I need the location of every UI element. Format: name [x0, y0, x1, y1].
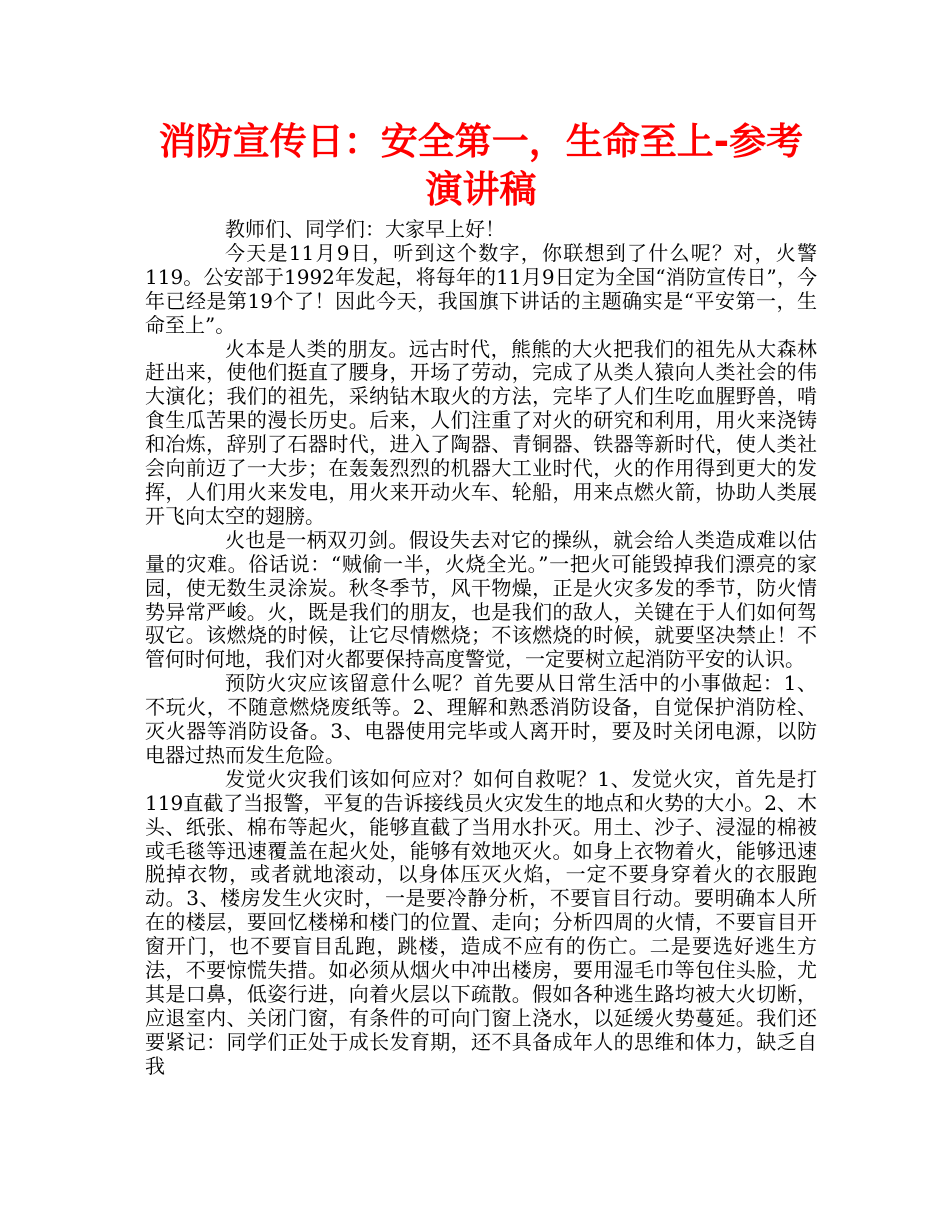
document-page: [145, 118, 817, 1079]
document-title: 消防宣传日：安全第一，生命至上-参考演讲稿: [158, 120, 804, 211]
paragraph-prevention: 预防火灾应该留意什么呢？首先要从日常生活中的小事做起：1、不玩火，不随意燃烧废纸等。2、理解和熟悉消防设备，自觉保护消防栓、灭火器等消防设备。3、电器使用完毕或人离开时，要及时关闭电源，以防电器过热而发生危险。: [145, 671, 817, 767]
paragraph-greeting: 教师们、同学们：大家早上好！: [225, 217, 505, 241]
paragraph-fire-double-edged: 火也是一柄双刃剑。假设失去对它的操纵，就会给人类造成难以估量的灾难。俗话说：“贼偷一半，火烧全光。”一把火可能毁掉我们漂亮的家园，使无数生灵涂炭。秋冬季节，风干物燥，正是火灾多发的季节，防火情势异常严峻。火，既是我们的朋友，也是我们的敌人，关键在于人们如何驾驭它。该燃烧的时候，让它尽情燃烧；不该燃烧的时候，就要坚决禁止！不管何时何地，我们对火都要保持高度警觉，一定要树立起消防平安的认识。: [145, 527, 817, 672]
paragraph-intro: 今天是11月9日，听到这个数字，你联想到了什么呢？对，火警119。公安部于1992年发起，将每年的11月9日定为全国“消防宣传日”，今年已经是第19个了！因此今天，我国旗下讲话的主题确实是“平安第一，生命至上”。: [145, 240, 817, 337]
document-body: [145, 218, 817, 1079]
paragraph-self-rescue: 发觉火灾我们该如何应对？如何自救呢？1、发觉火灾，首先是打119直截了当报警，平复的告诉接线员火灾发生的地点和火势的大小。2、木头、纸张、棉布等起火，能够直截了当用水扑灭。用土、沙子、浸湿的棉被或毛毯等迅速覆盖在起火处，能够有效地灭火。如身上衣物着火，能够迅速脱掉衣物，或者就地滚动，以身体压灭火焰，一定不要身穿着火的衣服跑动。3、楼房发生火灾时，一是要冷静分析，不要盲目行动。要明确本人所在的楼层，要回忆楼梯和楼门的位置、走向；分析四周的火情，不要盲目开窗开门，也不要盲目乱跑，跳楼，造成不应有的伤亡。二是要选好逃生方法，不要惊慌失措。如必须从烟火中冲出楼房，要用湿毛巾等包住头脸，尤其是口鼻，低姿行进，向着火层以下疏散。假如各种逃生路均被大火切断，应退室内、关闭门窗，有条件的可向门窗上浇水，以延缓火势蔓延。我们还要紧记：同学们正处于成长发育期，还不具备成年人的思维和体力，缺乏自我: [145, 766, 817, 1078]
paragraph-fire-friend: 火本是人类的朋友。远古时代，熊熊的大火把我们的祖先从大森林赶出来，使他们挺直了腰身，开场了劳动，完成了从类人猿向人类社会的伟大演化；我们的祖先，采纳钻木取火的方法，完毕了人们生吃血腥野兽，啃食生瓜苦果的漫长历史。后来，人们注重了对火的研究和利用，用火来浇铸和冶炼，辞别了石器时代，进入了陶器、青铜器、铁器等新时代，使人类社会向前迈了一大步；在轰轰烈烈的机器大工业时代，火的作用得到更大的发挥，人们用火来发电，用火来开动火车、轮船，用来点燃火箭，协助人类展开飞向太空的翅膀。: [145, 336, 817, 528]
